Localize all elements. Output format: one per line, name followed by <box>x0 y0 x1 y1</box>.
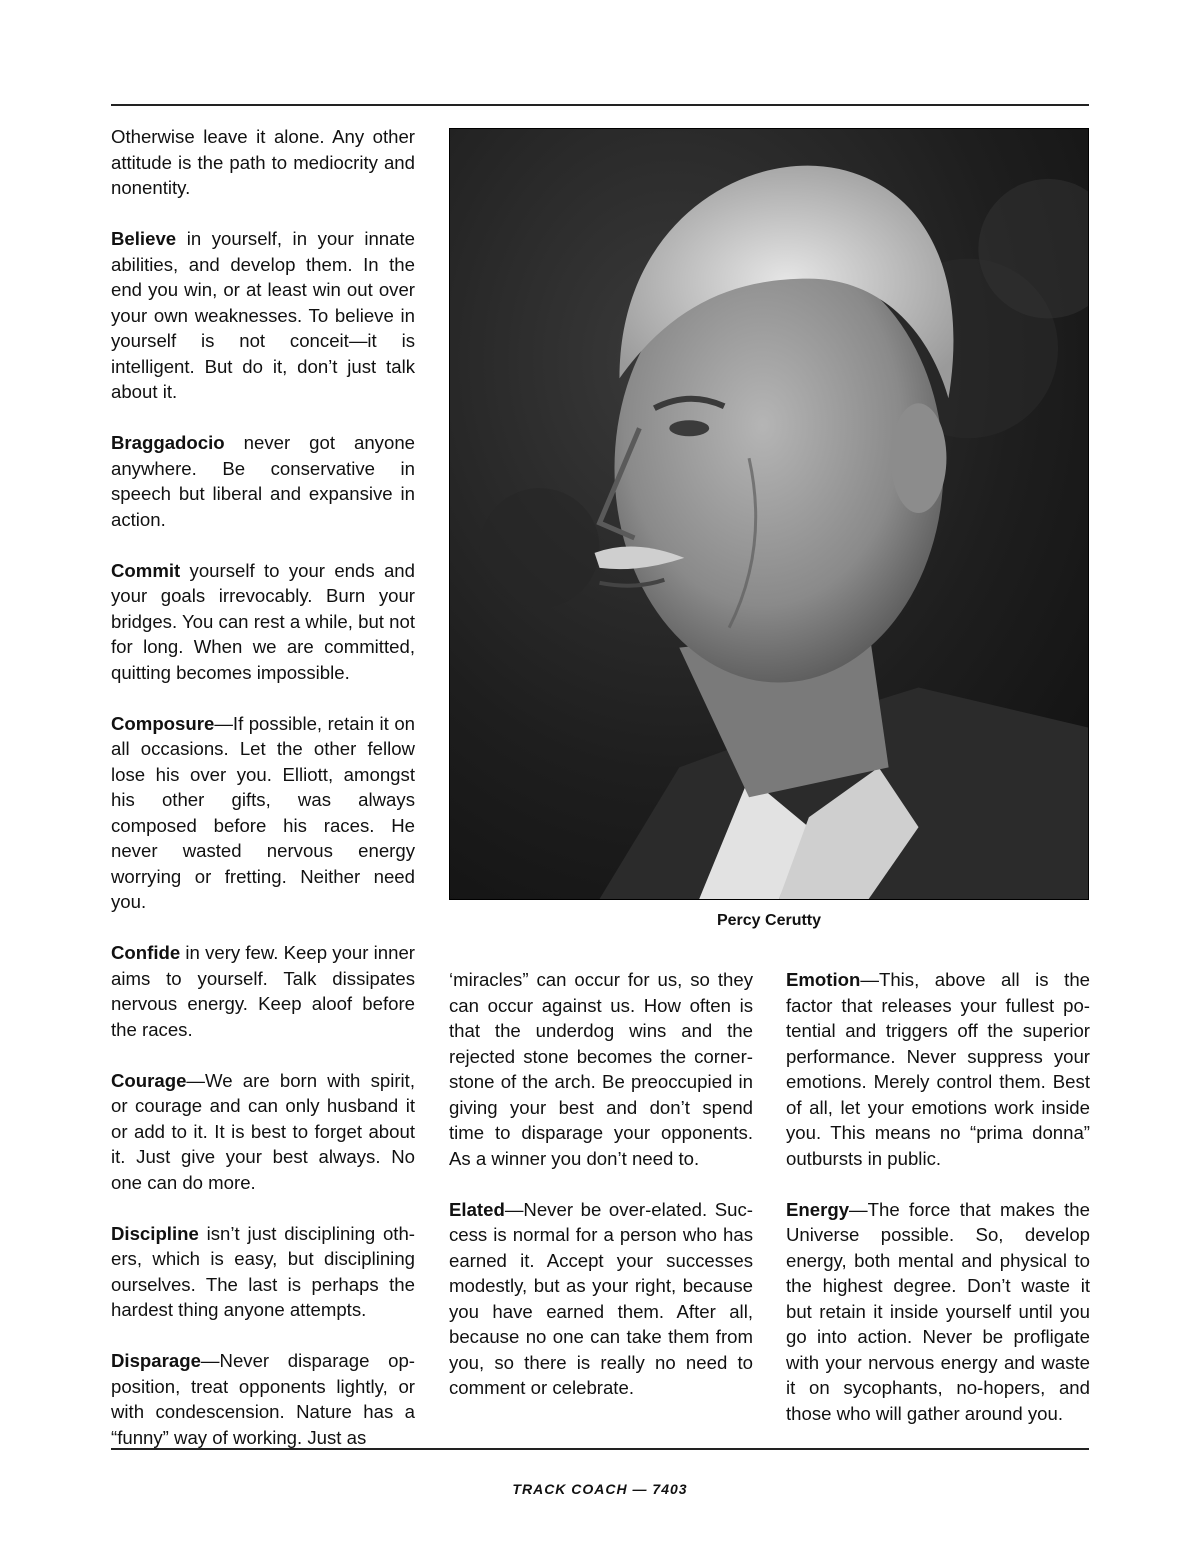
entry-energy <box>786 1197 1090 1427</box>
column-1 <box>111 124 415 1450</box>
entry-text: —Never be over-elated. Success is normal for a person who has earned it. Accept your successes modestly, but as your right, because you have earned them. After all, because no one can take them from you, so there is really no need to comment or celebrate. <box>449 1198 753 1398</box>
entry-text: —The force that makes the Universe possible. So, develop energy, both mental and physical to the highest degree. Don’t waste it but retain it inside yourself until you go into action. Never be profligate with your nervous energy and waste it on sycophants, no-hopers, and those who will gather around you. <box>786 1198 1090 1424</box>
entry-text: —If possible, retain it on all occasions. Let the other fellow lose his over you. Elliott, amongst his other gifts, was always composed before his races. He never wasted nervous energy worrying or fretting. Neither need you. <box>111 712 415 912</box>
entry-text: —This, above all is the factor that releases your fullest potential and triggers off the superior performance. Never suppress your emotions. Merely control them. Best of all, let your emotions work inside you. This means no “prima donna” outbursts in public. <box>786 969 1090 1169</box>
entry-composure <box>111 711 415 915</box>
entry-text: in very few. Keep your inner aims to yourself. Talk dissipates nervous energy. Keep aloof before the races. <box>111 942 415 1040</box>
portrait-photo <box>449 128 1089 900</box>
entry-term: Emotion <box>786 969 861 990</box>
entry-term: Believe <box>111 228 177 249</box>
column-2-intro: ‘miracles” can occur for us, so they can occur against us. How often is that the underdog wins and the rejected stone becomes the cornerstone of the arch. Be preoccupied in giving your best and don’t spend time to disparage your opponents. As a winner you don’t need to. <box>449 969 753 1169</box>
entry-term: Commit <box>111 559 181 581</box>
entry-text: never got anyone anywhere. Be conservative in speech but liberal and expansive in action. <box>111 432 415 530</box>
entry-term: Braggadocio <box>111 432 225 453</box>
entry-text: —Never disparage opposition, treat opponents lightly, or with condescension. Nature has a “funny” way of working. Just as <box>111 1350 415 1448</box>
entry-term: Confide <box>111 942 181 963</box>
entry-text: in yourself, in your innate abilities, and develop them. In the end you win, or at least win out over your own weaknesses. To believe in yourself is not conceit—it is intelligent. But do it, don’t just talk about it. <box>111 228 415 402</box>
entry-commit <box>111 558 415 686</box>
entry-discipline <box>111 1221 415 1323</box>
entry-courage <box>111 1068 415 1196</box>
photo-caption: Percy Cerutty <box>716 912 822 929</box>
entry-term: Elated <box>449 1198 505 1220</box>
entry-emotion <box>786 967 1090 1171</box>
entry-text: isn’t just disciplining others, which is easy, but disciplining ourselves. The last is perhaps the hardest thing anyone attempts. <box>111 1222 415 1320</box>
entry-elated <box>449 1197 753 1401</box>
entry-term: Energy <box>786 1198 850 1220</box>
entry-disparage <box>111 1348 415 1450</box>
column-2 <box>449 967 753 1401</box>
entry-text: —We are born with spirit, or courage and can only husband it or add to it. It is best to forget about it. Just give your best always. No one can do more. <box>111 1069 415 1193</box>
entry-text: yourself to your ends and your goals irrevocably. Burn your bridges. You can rest a while, but not for long. When we are committed, quitting becomes impossible. <box>111 559 415 683</box>
column-3 <box>786 967 1090 1426</box>
top-rule <box>111 104 1089 106</box>
bottom-rule <box>111 1448 1089 1450</box>
entry-braggadocio <box>111 430 415 532</box>
entry-term: Discipline <box>111 1222 199 1244</box>
entry-confide <box>111 940 415 1042</box>
entry-believe <box>111 226 415 405</box>
column-1-intro: Otherwise leave it alone. Any other attitude is the path to mediocrity and nonentity. <box>111 126 415 198</box>
page-footer: TRACK COACH — 7403 <box>512 1481 688 1497</box>
entry-term: Courage <box>111 1069 187 1091</box>
entry-term: Composure <box>111 712 215 734</box>
entry-term: Disparage <box>111 1350 201 1371</box>
portrait-illustration <box>450 129 1088 899</box>
